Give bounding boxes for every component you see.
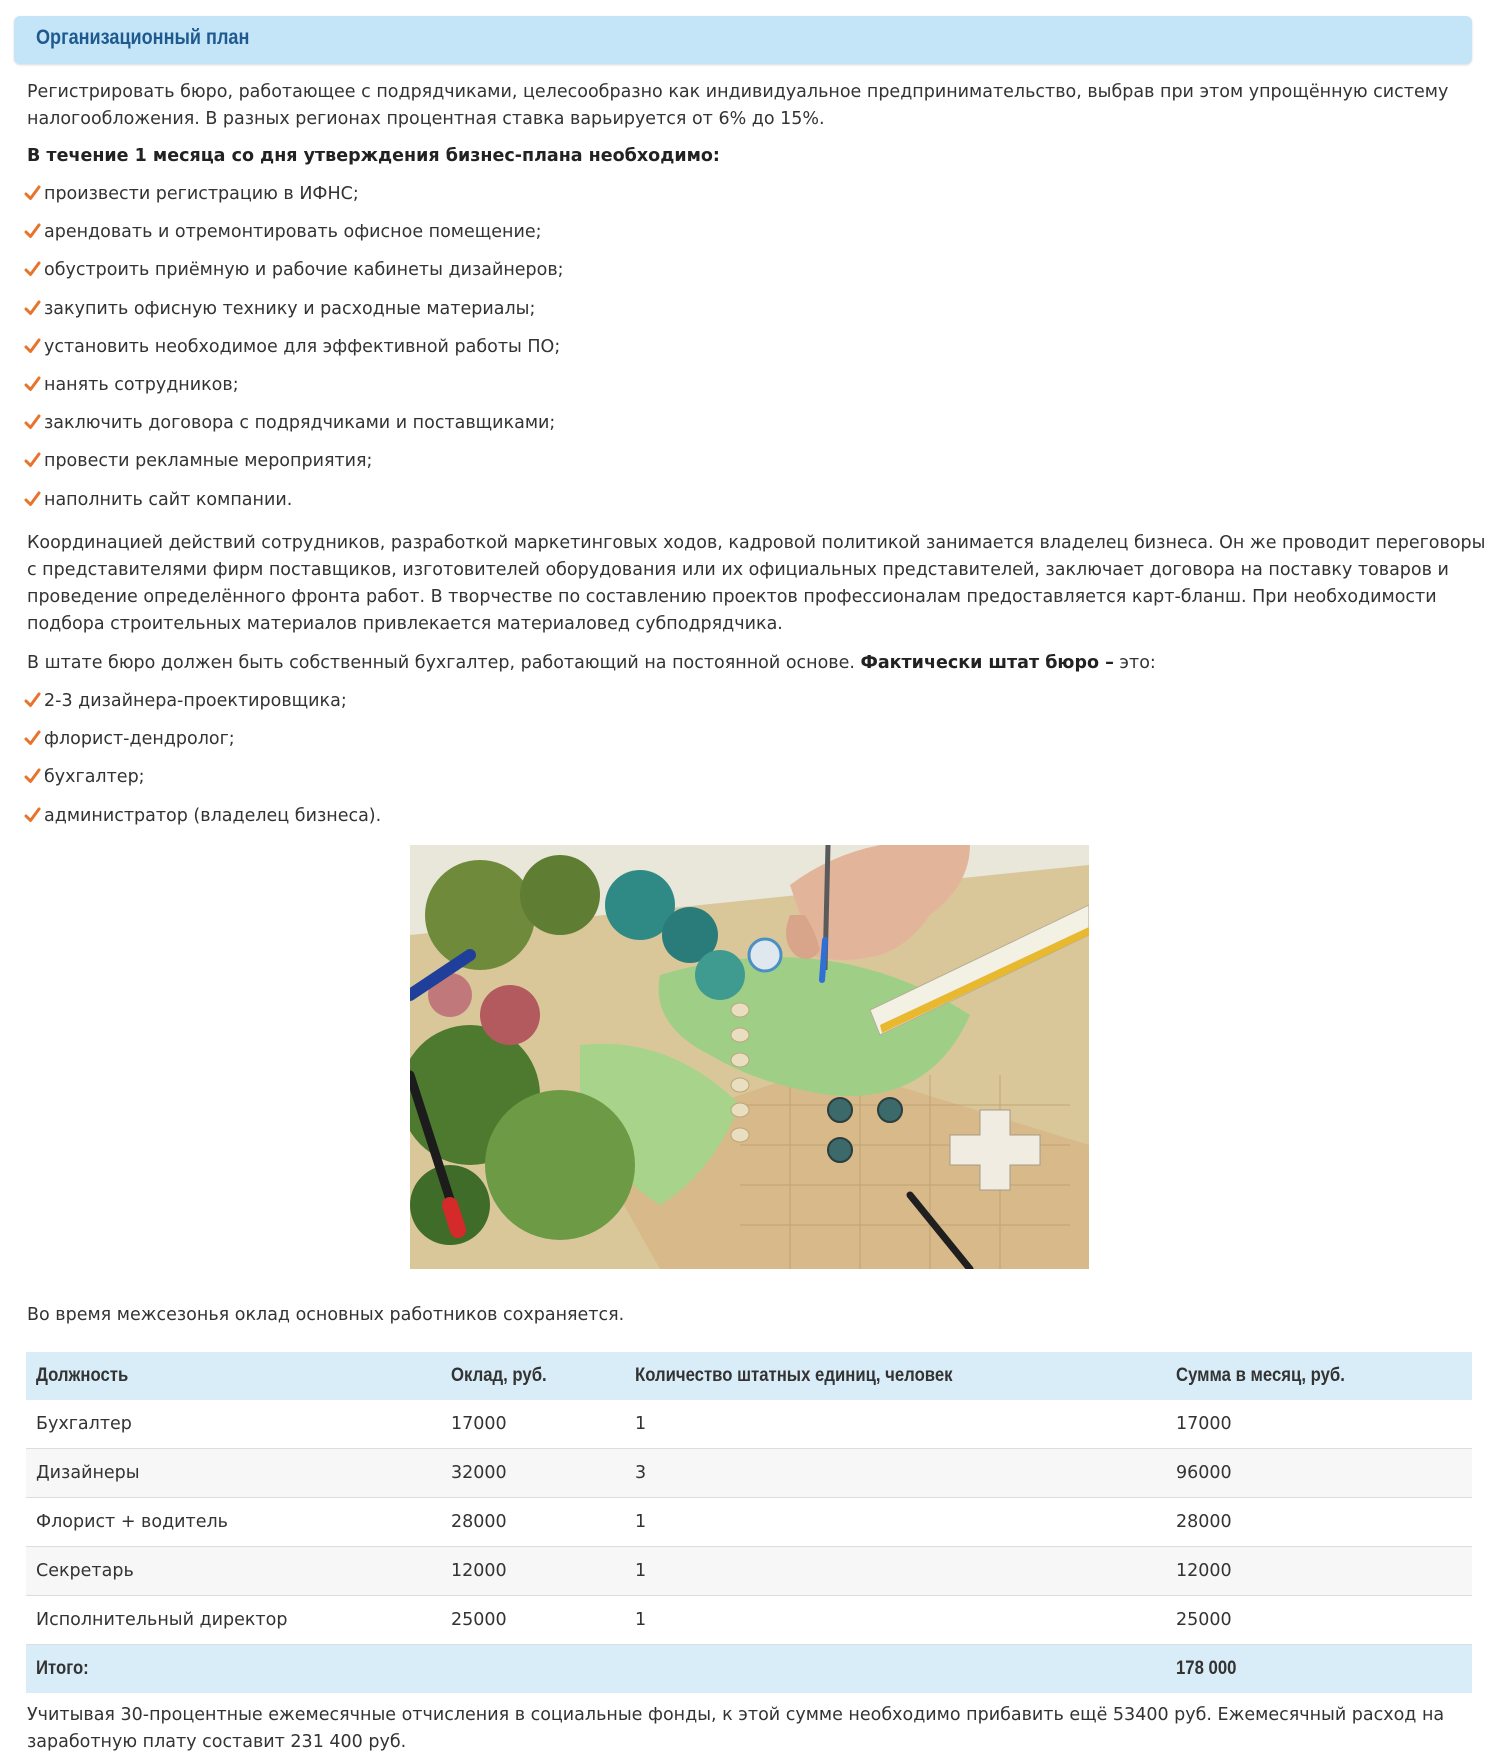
list-item (24, 410, 564, 448)
check-icon (24, 690, 42, 710)
check-icon (24, 259, 42, 279)
check-icon (24, 728, 42, 748)
section-title: Организационный план (36, 26, 250, 49)
total-empty-salary (441, 1645, 625, 1694)
list-item (24, 219, 564, 257)
list-item (24, 372, 564, 410)
list-item (24, 448, 564, 486)
list-item-label: произвести регистрацию в ИФНС; (44, 184, 359, 204)
staff-intro-paragraph (27, 650, 1156, 677)
column-header-headcount: Количество штатных единиц, человек (625, 1352, 1166, 1400)
list-item (24, 487, 564, 525)
list-item (24, 688, 381, 726)
list-item-label: провести рекламные мероприятия; (44, 451, 373, 472)
landscape-plan-photo (410, 845, 1089, 1269)
table-header-row (26, 1352, 1472, 1400)
list-item-label: арендовать и отремонтировать офисное помещение; (44, 222, 542, 243)
cell-monthly-sum: 96000 (1166, 1449, 1472, 1498)
list-item-label: закупить офисную технику и расходные материалы; (44, 298, 536, 319)
coordination-line-3: проведение определённого фронта работ. В творчестве по составлению проектов профессионалам предоставляется карт-бланш. При необходимости (27, 587, 1437, 607)
closing-paragraph (27, 1702, 1444, 1756)
list-item-label: обустроить приёмную и рабочие кабинеты дизайнеров; (44, 260, 564, 281)
cell-monthly-sum: 17000 (1166, 1400, 1472, 1449)
intro-paragraph (27, 79, 1448, 133)
offseason-note-text: Во время межсезонья оклад основных работников сохраняется. (27, 1305, 625, 1325)
list-item (24, 334, 564, 372)
table-row (26, 1547, 1472, 1596)
check-icon (24, 183, 42, 203)
check-icon (24, 298, 42, 318)
column-header-position: Должность (26, 1352, 441, 1400)
cell-salary: 32000 (441, 1449, 625, 1498)
list-item (24, 181, 564, 219)
staff-intro-bold: Фактически штат бюро – (860, 653, 1114, 673)
list-item (24, 803, 381, 841)
cell-position: Бухгалтер (26, 1400, 441, 1449)
column-header-salary: Оклад, руб. (441, 1352, 625, 1400)
cell-salary: 25000 (441, 1596, 625, 1645)
staff-intro-text: В штате бюро должен быть собственный бухгалтер, работающий на постоянной основе. (27, 653, 861, 673)
coordination-paragraph (27, 530, 1485, 638)
list-item-label: наполнить сайт компании. (44, 489, 293, 510)
section-header (14, 16, 1472, 64)
staff-list (24, 688, 381, 841)
table-total-row (26, 1645, 1472, 1694)
closing-line-2: заработную плату составит 231 400 руб. (27, 1732, 407, 1752)
coordination-line-2: с представителями фирм поставщиков, изготовителей оборудования или их официальных представителей, заключает договора на поставку товаров и (27, 560, 1449, 580)
list-item (24, 726, 381, 764)
list-item-label: установить необходимое для эффективной работы ПО; (44, 336, 561, 357)
cell-position: Секретарь (26, 1547, 441, 1596)
check-icon (24, 412, 42, 432)
cell-salary: 17000 (441, 1400, 625, 1449)
cell-position: Дизайнеры (26, 1449, 441, 1498)
cell-position: Исполнительный директор (26, 1596, 441, 1645)
cell-position: Флорист + водитель (26, 1498, 441, 1547)
cell-salary: 28000 (441, 1498, 625, 1547)
cell-monthly-sum: 28000 (1166, 1498, 1472, 1547)
offseason-note (27, 1302, 624, 1329)
cell-headcount: 1 (625, 1400, 1166, 1449)
cell-headcount: 1 (625, 1596, 1166, 1645)
check-icon (24, 336, 42, 356)
list-item (24, 764, 381, 802)
cell-headcount: 1 (625, 1547, 1166, 1596)
cell-monthly-sum: 12000 (1166, 1547, 1472, 1596)
table-row (26, 1596, 1472, 1645)
check-icon (24, 766, 42, 786)
intro-line-1: Регистрировать бюро, работающее с подрядчиками, целесообразно как индивидуальное предпринимательство, выбрав при этом упрощённую систему (27, 82, 1449, 102)
total-value: 178 000 (1166, 1645, 1472, 1694)
tasks-heading (27, 143, 720, 170)
coordination-line-1: Координацией действий сотрудников, разработкой маркетинговых ходов, кадровой политикой занимается владелец бизнеса. Он же проводит переговоры (27, 533, 1486, 553)
check-icon (24, 489, 42, 509)
total-label: Итого: (26, 1645, 441, 1694)
staff-intro-tail: это: (1113, 653, 1156, 673)
cell-monthly-sum: 25000 (1166, 1596, 1472, 1645)
column-header-monthly-sum: Сумма в месяц, руб. (1166, 1352, 1472, 1400)
salary-table (26, 1352, 1472, 1693)
tasks-list (24, 181, 564, 525)
table-row (26, 1400, 1472, 1449)
cell-headcount: 3 (625, 1449, 1166, 1498)
closing-line-1: Учитывая 30-процентные ежемесячные отчисления в социальные фонды, к этой сумме необходимо прибавить ещё 53400 руб. Ежемесячный расход на (27, 1705, 1445, 1725)
list-item (24, 296, 564, 334)
cell-headcount: 1 (625, 1498, 1166, 1547)
check-icon (24, 450, 42, 470)
tasks-heading-text: В течение 1 месяца со дня утверждения бизнес-плана необходимо: (27, 146, 720, 166)
list-item (24, 257, 564, 295)
table-row (26, 1498, 1472, 1547)
check-icon (24, 805, 42, 825)
list-item-label: флорист-дендролог; (44, 729, 235, 750)
table-row (26, 1449, 1472, 1498)
landscape-plan-illustration (410, 845, 1089, 1269)
total-empty-headcount (625, 1645, 1166, 1694)
intro-line-2: налогообложения. В разных регионах процентная ставка варьируется от 6% до 15%. (27, 109, 825, 129)
list-item-label: заключить договора с подрядчиками и поставщиками; (44, 413, 556, 434)
list-item-label: бухгалтер; (44, 767, 145, 788)
check-icon (24, 374, 42, 394)
check-icon (24, 221, 42, 241)
list-item-label: нанять сотрудников; (44, 374, 239, 395)
coordination-line-4: подбора строительных материалов привлекается материаловед субподрядчика. (27, 614, 783, 634)
cell-salary: 12000 (441, 1547, 625, 1596)
list-item-label: 2-3 дизайнера-проектировщика; (44, 691, 347, 711)
list-item-label: администратор (владелец бизнеса). (44, 805, 382, 826)
